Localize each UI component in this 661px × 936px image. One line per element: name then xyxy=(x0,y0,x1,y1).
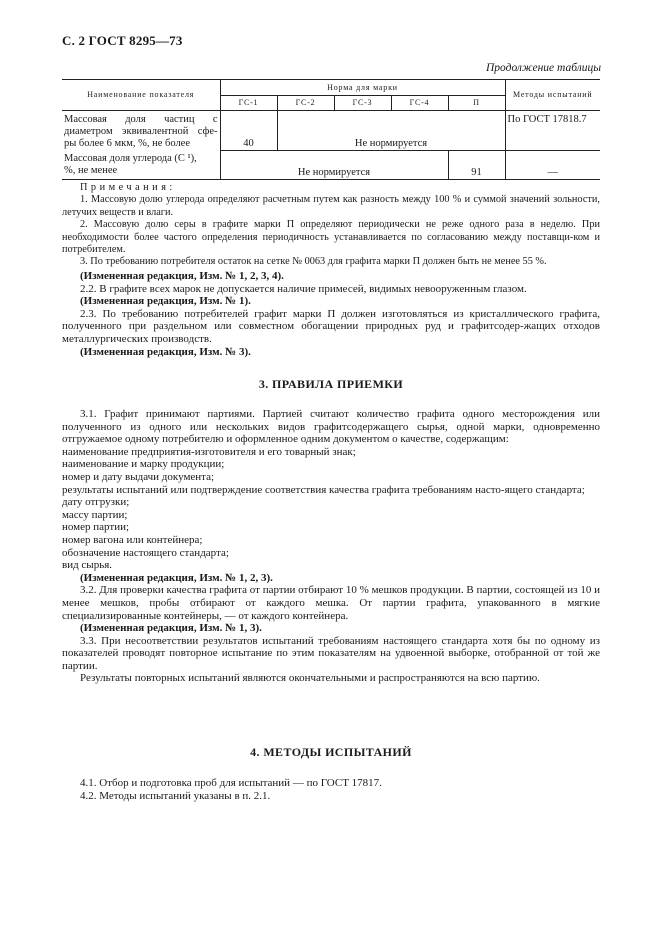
cell-not-normed: Не нормируется xyxy=(354,137,428,149)
cell-gs1: 40 xyxy=(220,111,277,151)
table-continuation-label: Продолжение таблицы xyxy=(485,62,601,74)
paragraph-2-2: 2.2. В графите всех марок не допускается наличие примесей, видимых невооруженным глазом. xyxy=(80,282,527,295)
revision-note: (Измененная редакция, Изм. № 1, 3). xyxy=(80,622,262,635)
table-row xyxy=(62,150,600,180)
cell-p: 91 xyxy=(448,150,505,180)
grade-header: ГС-4 xyxy=(391,96,448,111)
list-item: наименование и марку продукции; xyxy=(62,458,225,471)
note-item: 3. По требованию потребителя остаток на сетке № 0063 для графита марки П должен быть не менее 55 %. xyxy=(80,256,547,268)
section-4-title: 4. МЕТОДЫ ИСПЫТАНИЙ xyxy=(250,745,412,759)
page-header: С. 2 ГОСТ 8295—73 xyxy=(62,33,183,48)
list-item: результаты испытаний или подтверждение соответствия качества графита требованиям насто-ящего стандарта; xyxy=(62,483,585,496)
section-2-continuation xyxy=(62,270,600,358)
table-row xyxy=(62,111,600,151)
cell-not-normed: Не нормируется xyxy=(220,150,448,180)
col-header-indicator: Наименование показателя xyxy=(62,80,220,111)
list-item: наименование предприятия-изготовителя и его товарный знак; xyxy=(62,445,356,458)
row-indicator-name xyxy=(62,150,220,180)
list-item: массу партии; xyxy=(62,508,128,521)
list-item: обозначение настоящего стандарта; xyxy=(62,546,229,559)
spec-table xyxy=(62,79,600,180)
cell-method: По ГОСТ 17818.7 xyxy=(505,111,600,151)
grade-header: ГС-1 xyxy=(220,96,277,111)
cell-method: — xyxy=(505,150,600,180)
revision-note: (Измененная редакция, Изм. № 1, 2, 3). xyxy=(80,571,273,584)
list-item: вид сырья. xyxy=(62,559,113,572)
grade-header: П xyxy=(448,96,505,111)
list-item: номер вагона или контейнера; xyxy=(62,533,203,546)
row-indicator-line: диаметром эквивалентной сфе- xyxy=(64,126,218,137)
section-4-body xyxy=(62,777,600,802)
list-item: номер и дату выдачи документа; xyxy=(62,470,215,483)
section-3-body xyxy=(62,408,600,685)
revision-note: (Измененная редакция, Изм. № 3). xyxy=(80,345,251,358)
row-indicator-line: ры более 6 мкм, %, не более xyxy=(64,138,190,149)
row-indicator-line: Массовая доля углерода (С ¹), xyxy=(64,153,197,164)
col-header-methods: Методы испытаний xyxy=(505,80,600,111)
notes-heading: Примечания: xyxy=(80,182,176,193)
row-indicator-line: Массовая доля частиц с xyxy=(64,114,218,125)
paragraph-3-1: 3.1. Графит принимают партиями. Партией считают количество графита одного месторождения или полученного из одного или нескольких видов графитсодержащего сырья, одной марки, одновременно отгружаемое одному потребителю и оформленное одним документом о качестве, содержащим: xyxy=(62,408,600,446)
paragraph-3-3: 3.3. При несоответствии результатов испытаний требованиям настоящего стандарта хотя бы по одному из показателей проводят повторное испытание по этим показателям на удвоенной выборке, отобранной от той же партии. xyxy=(62,634,600,672)
paragraph-2-3: 2.3. По требованию потребителей графит марки П должен изготовляться из кристаллического графита, полученного при раздельном или совместном обогащении природных руд и графитсодер-жащих отходов металлургических производств. xyxy=(62,307,600,345)
col-header-norm: Норма для марки xyxy=(220,80,505,96)
paragraph-3-2: 3.2. Для проверки качества графита от партии отбирают 10 % мешков продукции. В партии, состоящей из 10 и менее мешков, пробы отбирают от каждого мешка. От партии графита, упакованного в мягкие специализированные контейнеры, — от каждого контейнера. xyxy=(62,584,600,622)
grade-header: ГС-2 xyxy=(277,96,334,111)
grade-header: ГС-3 xyxy=(334,96,391,111)
section-3-title: 3. ПРАВИЛА ПРИЕМКИ xyxy=(258,377,404,391)
revision-note: (Измененная редакция, Изм. № 1). xyxy=(80,295,251,308)
note-item: 1. Массовую долю углерода определяют расчетным путем как разность между 100 % и суммой значений зольности, летучих веществ и влаги. xyxy=(62,194,600,218)
paragraph-4-1: 4.1. Отбор и подготовка проб для испытаний — по ГОСТ 17817. xyxy=(80,777,382,789)
list-item: номер партии; xyxy=(62,521,130,534)
row-indicator-line: %, не менее xyxy=(64,165,118,176)
note-item: 2. Массовую долю серы в графите марки П определяют периодически не реже одного раза в неделю. При необходимости более частого определения периодичность устанавливается по согласованию между поставщи-ком и потребителем. xyxy=(62,219,600,256)
paragraph-3-3-results: Результаты повторных испытаний являются окончательными и распространяются на всю партию. xyxy=(80,672,540,685)
row-indicator-name xyxy=(62,111,220,151)
paragraph-4-2: 4.2. Методы испытаний указаны в п. 2.1. xyxy=(80,789,271,802)
list-item: дату отгрузки; xyxy=(62,496,130,509)
revision-note: (Измененная редакция, Изм. № 1, 2, 3, 4). xyxy=(80,270,284,282)
notes-block xyxy=(62,182,600,269)
